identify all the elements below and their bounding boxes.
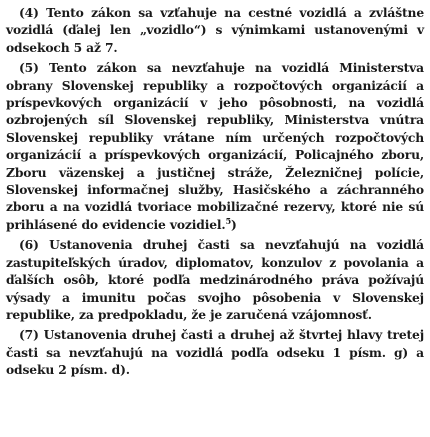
footnote-reference: 5 bbox=[225, 215, 231, 226]
paragraph-7: (7) Ustanovenia druhej časti a druhej až štvrtej hlavy tretej časti sa nevzťahujú na vozidlá podľa odseku 1 písm. g) a odseku 2 písm. d). bbox=[6, 327, 424, 378]
paragraph-6: (6) Ustanovenia druhej časti sa nevzťahujú na vozidlá zastupiteľských úradov, diplomatov, konzulov z povolania a ďalších osôb, ktoré podľa medzinárodného práva požívajú výsady a imunitu počas svojho pôsobenia v Slovenskej republike, za predpokladu, že je zaručená vzájomnosť. bbox=[6, 237, 424, 322]
paragraph-5 bbox=[6, 59, 424, 233]
paragraph-4: (4) Tento zákon sa vzťahuje na cestné vozidlá a zvláštne vozidlá (ďalej len „vozidlo“) s výnimkami ustanovenými v odsekoch 5 až 7. bbox=[6, 5, 424, 55]
paragraph-5-text: (5) Tento zákon sa nevzťahuje na vozidlá Ministerstva obrany Slovenskej republiky a rozpočtových organizácií a príspevkových organizácií v jeho pôsobnosti, na vozidlá ozbrojených síl Slovenskej republiky, Ministerstva vnútra Slovenskej republiky vrátane ním určených rozpočtových organizácií a príspevkových organizácií, Policajného zboru, Zboru väzenskej a justičnej stráže, Železničnej polície, Slovenskej informačnej služby, Hasičského a záchranného zboru a na vozidlá tvoriace mobilizačné rezervy, ktoré nie sú prihlásené do evidencie vozidiel. bbox=[6, 60, 424, 232]
footnote-reference-close: ) bbox=[231, 216, 237, 232]
